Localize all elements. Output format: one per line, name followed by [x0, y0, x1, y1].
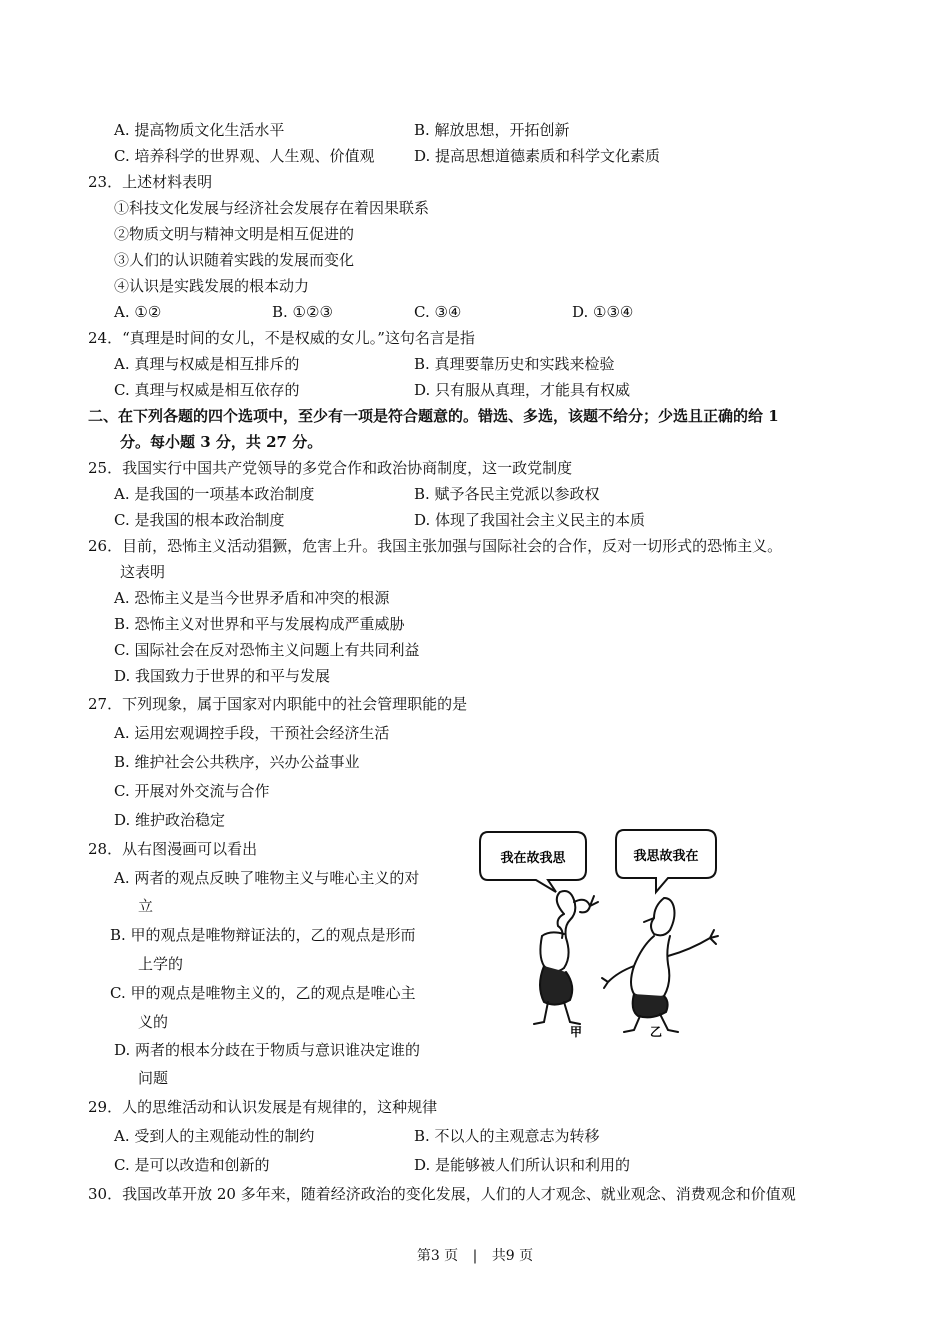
bubble-left-text: 我在故我思	[500, 851, 566, 866]
q28-stem: 28．从右图漫画可以看出	[88, 840, 258, 858]
q26-option-d: D. 我国致力于世界的和平与发展	[114, 667, 331, 685]
q23-item-3: ③人们的认识随着实践的发展而变化	[114, 251, 355, 269]
q26-stem-line1: 26．目前，恐怖主义活动猖獗，危害上升。我国主张加强与国际社会的合作，反对一切形式的恐怖主义。	[88, 537, 783, 555]
footer-separator: |	[472, 1248, 478, 1264]
footer-page-number: 第3 页	[416, 1248, 459, 1264]
q22-option-b: B. 解放思想，开拓创新	[414, 121, 570, 139]
q24-option-c: C. 真理与权威是相互依存的	[114, 381, 300, 399]
q26-option-c: C. 国际社会在反对恐怖主义问题上有共同利益	[114, 641, 420, 659]
q28-option-c-line2: 义的	[138, 1013, 169, 1031]
q22-option-a: A. 提高物质文化生活水平	[114, 121, 285, 139]
q23-option-a: A. ①②	[114, 303, 162, 321]
q25-option-a: A. 是我国的一项基本政治制度	[114, 485, 315, 503]
q29-option-d: D. 是能够被人们所认识和利用的	[414, 1156, 631, 1174]
q25-option-b: B. 赋予各民主党派以参政权	[414, 485, 600, 503]
q23-item-4: ④认识是实践发展的根本动力	[114, 277, 310, 295]
figure-left	[534, 891, 598, 1024]
q24-option-a: A. 真理与权威是相互排斥的	[114, 355, 300, 373]
q25-option-d: D. 体现了我国社会主义民主的本质	[414, 511, 646, 529]
figure-right	[602, 898, 718, 1032]
speech-bubble-right	[616, 830, 716, 892]
q24-option-d: D. 只有服从真理，才能具有权威	[414, 381, 631, 399]
q27-option-c: C. 开展对外交流与合作	[114, 782, 270, 800]
q29-option-b: B. 不以人的主观意志为转移	[414, 1127, 600, 1145]
label-jia: 甲	[569, 1025, 583, 1039]
section2-heading-line1: 二、在下列各题的四个选项中，至少有一项是符合题意的。错选、多选，该题不给分；少选且正确的给 1	[88, 407, 779, 425]
q26-option-a: A. 恐怖主义是当今世界矛盾和冲突的根源	[114, 589, 390, 607]
q22-option-d: D. 提高思想道德素质和科学文化素质	[414, 147, 661, 165]
speech-bubble-left	[480, 832, 586, 892]
q27-option-a: A. 运用宏观调控手段，干预社会经济生活	[114, 724, 390, 742]
q26-stem-line2: 这表明	[120, 563, 166, 581]
q29-option-c: C. 是可以改造和创新的	[114, 1156, 270, 1174]
q23-stem: 23．上述材料表明	[88, 173, 213, 191]
q23-item-1: ①科技文化发展与经济社会发展存在着因果联系	[114, 199, 430, 217]
q28-option-a-line2: 立	[138, 897, 154, 915]
q28-option-d-line2: 问题	[138, 1069, 169, 1087]
q23-option-b: B. ①②③	[272, 303, 333, 321]
q23-item-2: ②物质文明与精神文明是相互促进的	[114, 225, 355, 243]
q24-stem: 24．“真理是时间的女儿，不是权威的女儿。”这句名言是指	[88, 329, 475, 347]
q23-option-d: D. ①③④	[572, 303, 634, 321]
label-yi: 乙	[649, 1025, 663, 1039]
q27-option-d: D. 维护政治稳定	[114, 811, 226, 829]
q28-option-c-line1: C. 甲的观点是唯物主义的，乙的观点是唯心主	[110, 984, 416, 1002]
section2-heading-line2: 分。每小题 3 分，共 27 分。	[120, 433, 323, 451]
q28-option-d-line1: D. 两者的根本分歧在于物质与意识谁决定谁的	[114, 1041, 421, 1059]
q28-option-b-line1: B. 甲的观点是唯物辩证法的，乙的观点是形而	[110, 926, 416, 944]
q22-option-c: C. 培养科学的世界观、人生观、价值观	[114, 147, 375, 165]
cartoon-illustration	[478, 826, 728, 1044]
page-footer	[0, 1246, 950, 1266]
footer-total-pages: 共9 页	[491, 1248, 534, 1264]
q26-option-b: B. 恐怖主义对世界和平与发展构成严重威胁	[114, 615, 405, 633]
q23-option-c: C. ③④	[414, 303, 462, 321]
bubble-right-text: 我思故我在	[633, 849, 699, 864]
q29-stem: 29．人的思维活动和认识发展是有规律的，这种规律	[88, 1098, 438, 1116]
q28-option-b-line2: 上学的	[138, 955, 184, 973]
q27-stem: 27．下列现象，属于国家对内职能中的社会管理职能的是	[88, 695, 468, 713]
q29-option-a: A. 受到人的主观能动性的制约	[114, 1127, 315, 1145]
q30-stem: 30．我国改革开放 20 多年来，随着经济政治的变化发展，人们的人才观念、就业观念、消费观念和价值观	[88, 1185, 796, 1203]
q27-option-b: B. 维护社会公共秩序，兴办公益事业	[114, 753, 360, 771]
q28-option-a-line1: A. 两者的观点反映了唯物主义与唯心主义的对	[114, 869, 420, 887]
q25-option-c: C. 是我国的根本政治制度	[114, 511, 285, 529]
q24-option-b: B. 真理要靠历史和实践来检验	[414, 355, 615, 373]
q25-stem: 25．我国实行中国共产党领导的多党合作和政治协商制度，这一政党制度	[88, 459, 573, 477]
